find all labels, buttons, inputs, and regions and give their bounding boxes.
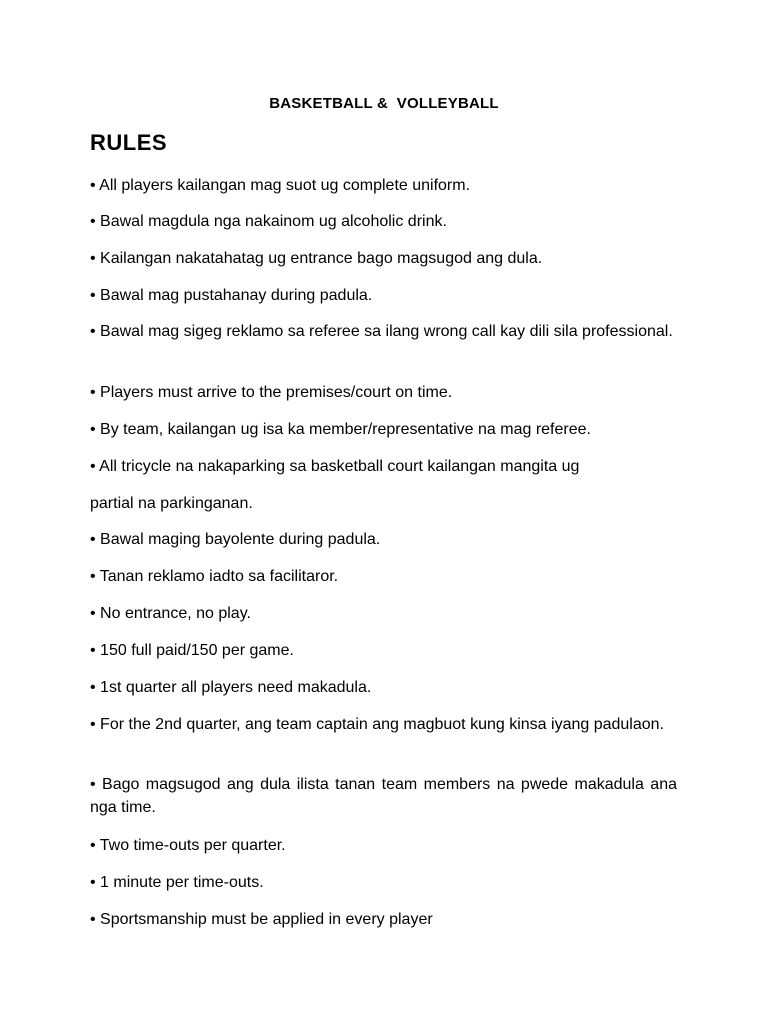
rule-item: • Tanan reklamo iadto sa facilitaror. — [90, 568, 339, 585]
rule-item: • Bawal magdula nga nakainom ug alcoholic drink. — [90, 213, 447, 230]
rule-item: • For the 2nd quarter, ang team captain ang magbuot kung kinsa iyang padulaon. — [90, 716, 664, 733]
rule-item: • Bawal mag pustahanay during padula. — [90, 287, 373, 304]
rules-heading: RULES — [90, 130, 168, 155]
rule-item-continuation: partial na parkinganan. — [90, 495, 253, 512]
rule-item: • Bago magsugod ang dula ilista tanan team members na pwede makadula ana nga time. — [90, 776, 677, 816]
rule-item: • Bawal mag sigeg reklamo sa referee sa ilang wrong call kay dili sila professional. — [90, 323, 673, 340]
document-title: BASKETBALL & VOLLEYBALL — [269, 95, 499, 112]
rule-item: • By team, kailangan ug isa ka member/representative na mag referee. — [90, 421, 591, 438]
rule-item: • Bawal maging bayolente during padula. — [90, 531, 381, 548]
rule-item: • All tricycle na nakaparking sa basketball court kailangan mangita ug — [90, 458, 580, 475]
rule-item: • Kailangan nakatahatag ug entrance bago magsugod ang dula. — [90, 250, 543, 267]
rule-item: • All players kailangan mag suot ug complete uniform. — [90, 177, 471, 194]
rule-item: • 1 minute per time-outs. — [90, 874, 264, 891]
rule-item: • Sportsmanship must be applied in every player — [90, 911, 433, 928]
rule-item: • No entrance, no play. — [90, 605, 251, 622]
rule-item: • Two time-outs per quarter. — [90, 837, 286, 854]
rule-item: • 150 full paid/150 per game. — [90, 642, 294, 659]
rule-item: • Players must arrive to the premises/court on time. — [90, 384, 453, 401]
rule-item: • 1st quarter all players need makadula. — [90, 679, 372, 696]
